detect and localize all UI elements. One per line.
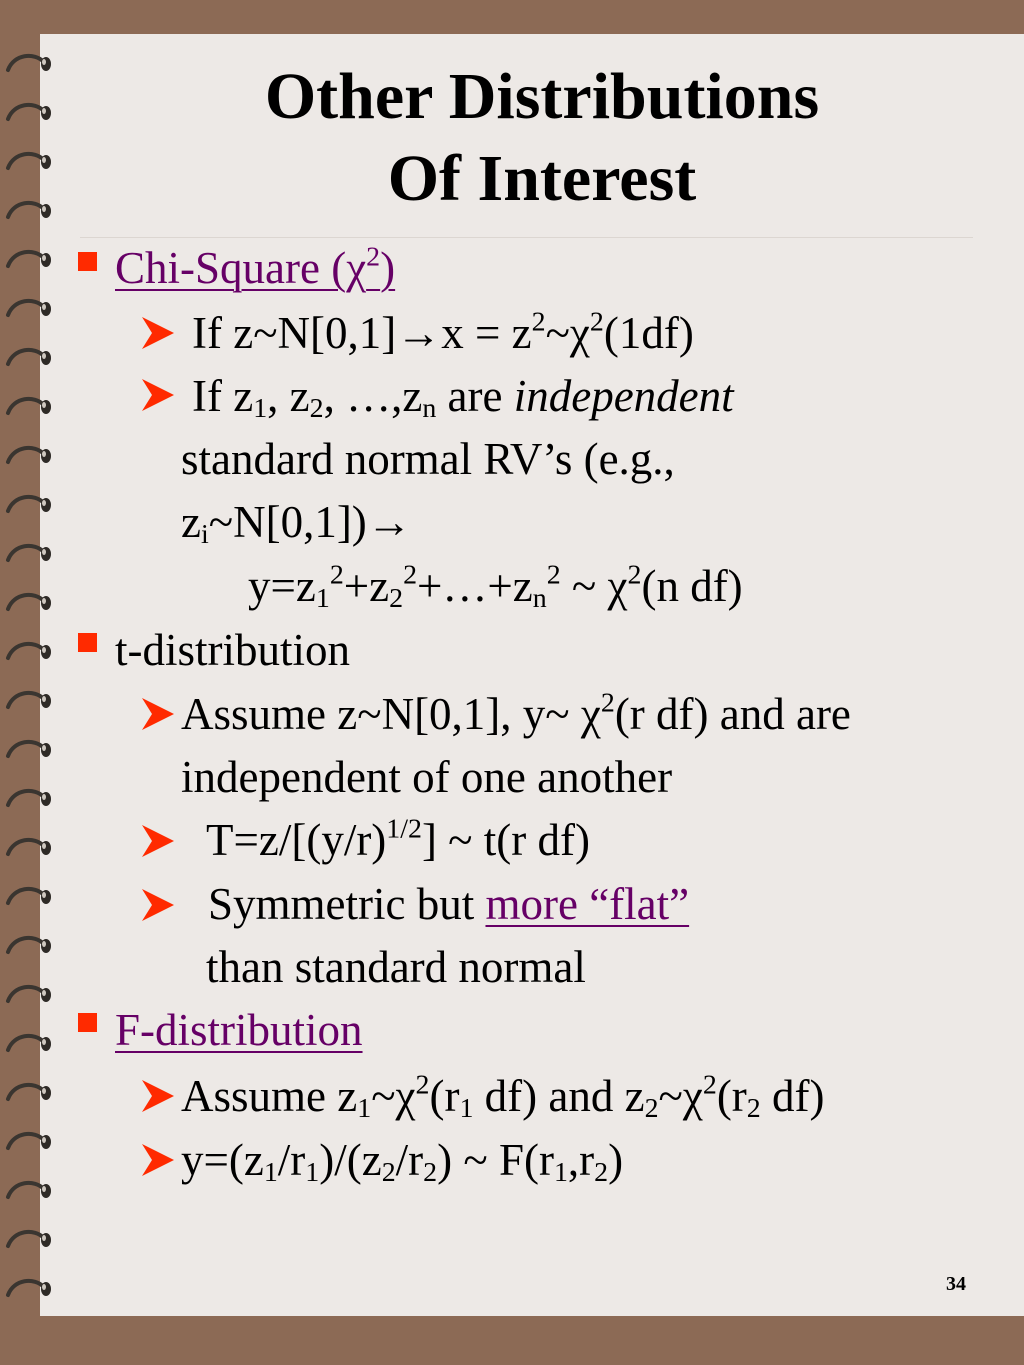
t-bullet-1-line2: independent of one another	[181, 752, 673, 802]
binding-hole	[41, 890, 51, 904]
binding-ring	[8, 350, 44, 364]
more-flat-link[interactable]: more “flat”	[485, 879, 690, 929]
binding-ring	[8, 1183, 44, 1197]
binding-highlight	[42, 304, 46, 310]
binding-highlight	[42, 745, 46, 751]
binding-highlight	[42, 353, 46, 359]
binding-hole	[41, 743, 51, 757]
binding-ring	[8, 1036, 44, 1050]
chi-bullet-2: If $z_1$, $z_2$, $\dots,z_n$ are independent	[192, 371, 734, 425]
binding-highlight	[42, 941, 46, 947]
binding-ring	[8, 889, 44, 903]
binding-highlight	[42, 696, 46, 702]
binding-highlight	[42, 1137, 46, 1143]
binding-highlight	[42, 843, 46, 849]
binding-hole	[41, 939, 51, 953]
binding-highlight	[42, 647, 46, 653]
binding-highlight	[42, 892, 46, 898]
binding-highlight	[42, 794, 46, 800]
arrow-bullet-icon	[140, 315, 176, 351]
t-distribution-heading: t-distribution	[115, 625, 350, 675]
binding-ring	[8, 987, 44, 1001]
arrow-bullet-icon	[140, 887, 176, 923]
binding-hole	[41, 596, 51, 610]
t-bullet-3-line2: than standard normal	[206, 942, 586, 992]
binding-ring	[8, 301, 44, 315]
binding-hole	[41, 1037, 51, 1051]
binding-highlight	[42, 598, 46, 604]
binding-highlight	[42, 108, 46, 114]
binding-hole	[41, 155, 51, 169]
binding-ring	[8, 1232, 44, 1246]
binding-highlight	[42, 157, 46, 163]
binding-hole	[41, 988, 51, 1002]
arrow-bullet-icon	[140, 696, 176, 732]
bullet-square-icon	[78, 1013, 97, 1032]
bullet-square-icon	[78, 633, 97, 652]
arrow-bullet-icon	[140, 1078, 176, 1114]
arrow-bullet-icon	[140, 1142, 176, 1178]
spiral-binding	[0, 34, 70, 1316]
binding-highlight	[42, 255, 46, 261]
binding-highlight	[42, 1088, 46, 1094]
binding-hole	[41, 106, 51, 120]
binding-hole	[41, 1282, 51, 1296]
binding-ring	[8, 154, 44, 168]
binding-highlight	[42, 1284, 46, 1290]
binding-highlight	[42, 990, 46, 996]
binding-ring	[8, 1085, 44, 1099]
t-bullet-1: Assume z~N[0,1], y~ $\chi^2(r$ df) and are	[181, 687, 851, 739]
binding-ring	[8, 546, 44, 560]
binding-hole	[41, 1135, 51, 1149]
binding-ring	[8, 252, 44, 266]
t-bullet-2: $T=z/[(y/r)^{1/2}]$ ~ t(r df)	[206, 813, 590, 865]
binding-ring	[8, 938, 44, 952]
binding-hole	[41, 1233, 51, 1247]
binding-ring	[8, 399, 44, 413]
chi-bullet-2-line3: $z_i\sim N[0,1])\to$	[181, 497, 412, 551]
binding-hole	[41, 498, 51, 512]
binding-ring	[8, 1281, 44, 1295]
binding-ring	[8, 595, 44, 609]
binding-ring	[8, 497, 44, 511]
binding-hole	[41, 792, 51, 806]
bullet-square-icon	[78, 252, 97, 271]
binding-highlight	[42, 402, 46, 408]
binding-hole	[41, 253, 51, 267]
binding-ring	[8, 693, 44, 707]
binding-hole	[41, 547, 51, 561]
binding-hole	[41, 841, 51, 855]
f-bullet-2: $y=(z_1/r_1)/(z_2/r_2)$ ~ $F(r_1,r_2)$	[181, 1135, 624, 1189]
binding-ring	[8, 105, 44, 119]
title-divider	[80, 237, 973, 238]
binding-highlight	[42, 1186, 46, 1192]
binding-ring	[8, 644, 44, 658]
binding-highlight	[42, 451, 46, 457]
chi-bullet-2-line2: standard normal RV’s (e.g.,	[181, 434, 675, 484]
f-distribution-link[interactable]: F-distribution	[115, 1005, 363, 1055]
arrow-bullet-icon	[140, 377, 176, 413]
binding-hole	[41, 645, 51, 659]
slide-title-line1: Other Distributions	[264, 60, 820, 133]
binding-ring	[8, 791, 44, 805]
binding-ring	[8, 840, 44, 854]
binding-ring	[8, 742, 44, 756]
binding-highlight	[42, 500, 46, 506]
binding-ring	[8, 203, 44, 217]
binding-hole	[41, 204, 51, 218]
t-bullet-3: Symmetric but more “flat”	[208, 879, 690, 929]
binding-hole	[41, 302, 51, 316]
f-distribution-heading[interactable]	[115, 1004, 363, 1056]
binding-hole	[41, 694, 51, 708]
arrow-bullet-icon	[140, 823, 176, 859]
page-number: 34	[946, 1273, 966, 1295]
chi-bullet-2-line4: $y=z_1^2+z_2^2+\dots+z_n^2$ ~ $\chi^2(n$ df)	[248, 559, 743, 615]
binding-ring	[8, 448, 44, 462]
binding-highlight	[42, 206, 46, 212]
binding-highlight	[42, 1235, 46, 1241]
binding-ring	[8, 56, 44, 70]
chi-square-link[interactable]: Chi-Square $(\chi^2)$	[115, 241, 396, 293]
binding-highlight	[42, 1039, 46, 1045]
binding-highlight	[42, 549, 46, 555]
chi-bullet-1: If z~N[0,1]→x = $z^2\sim\chi^2(1df)$	[192, 306, 694, 358]
slide-title-line2: Of Interest	[387, 142, 697, 215]
f-bullet-1: Assume $z_1\sim\chi^2(r_1$ df) and $z_2\sim\chi^2(r_2$ df)	[181, 1069, 825, 1125]
binding-highlight	[42, 59, 46, 65]
binding-hole	[41, 351, 51, 365]
binding-hole	[41, 449, 51, 463]
binding-hole	[41, 57, 51, 71]
binding-hole	[41, 1184, 51, 1198]
binding-hole	[41, 1086, 51, 1100]
chi-square-heading[interactable]	[115, 242, 395, 294]
binding-hole	[41, 400, 51, 414]
binding-ring	[8, 1134, 44, 1148]
